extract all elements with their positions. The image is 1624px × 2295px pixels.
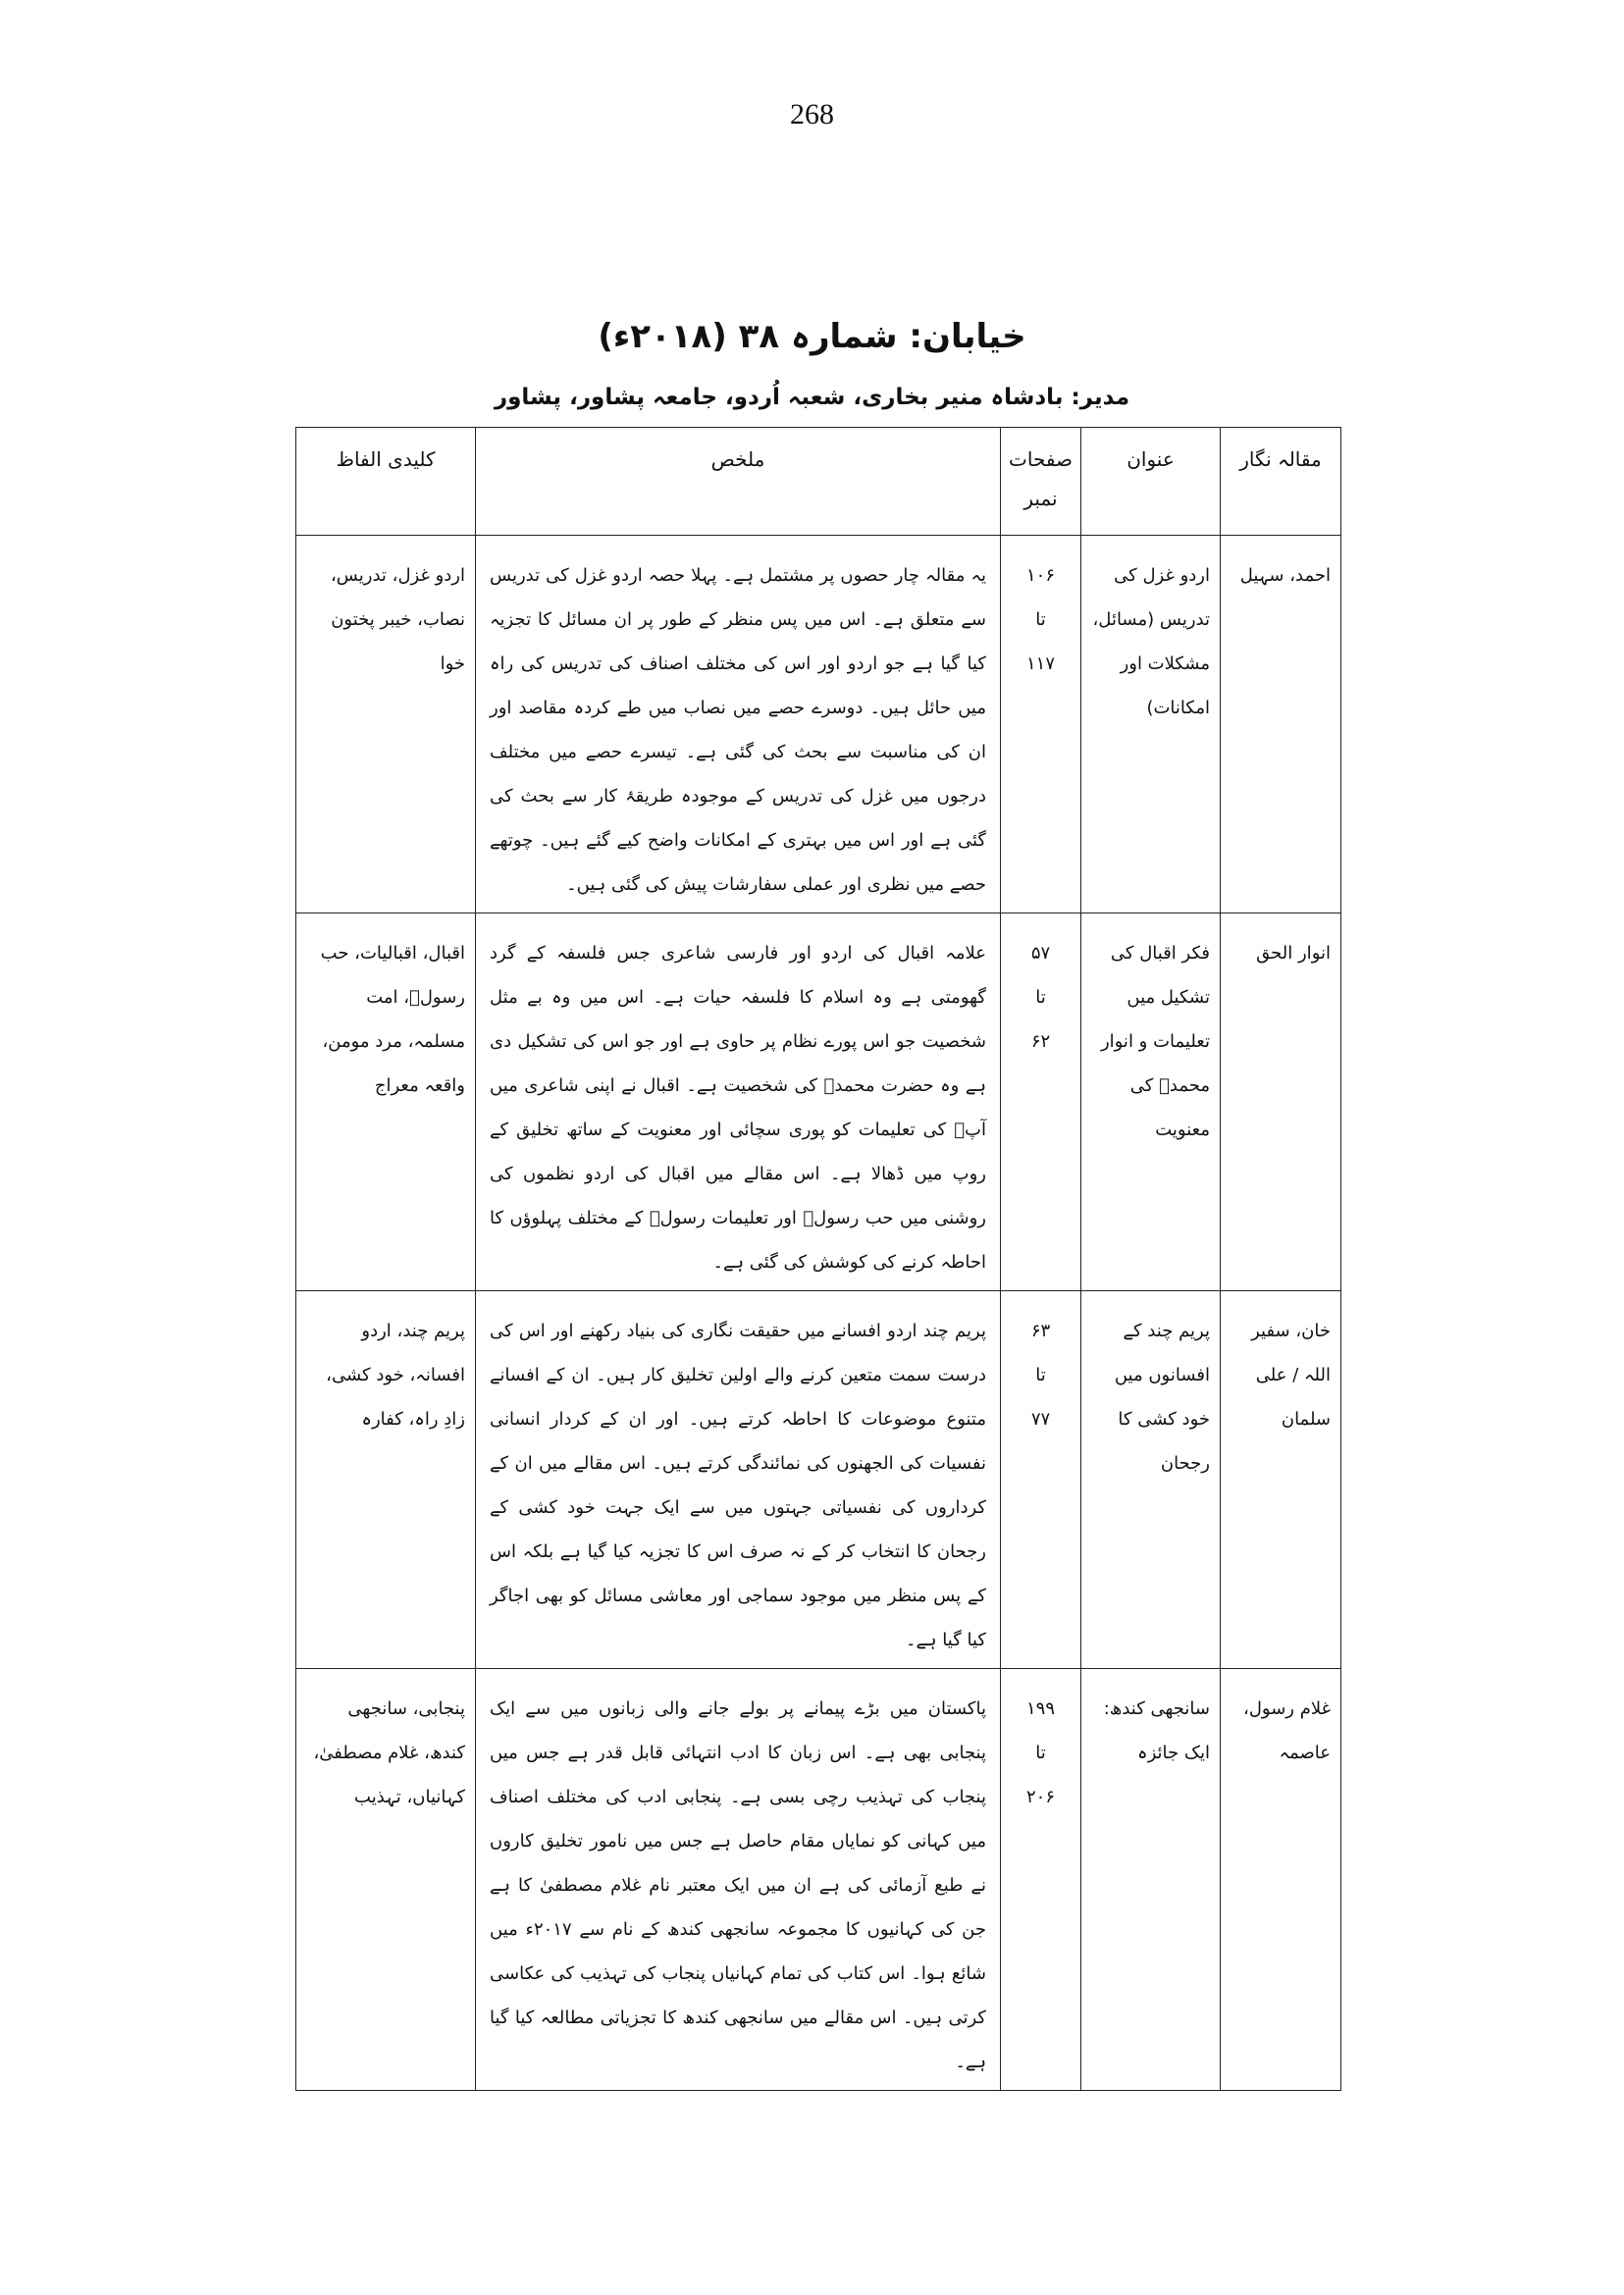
author-cell: غلام رسول، عاصمہ <box>1221 1669 1341 2091</box>
title-cell: سانجھی کندھ: ایک جائزہ <box>1081 1669 1221 2091</box>
pages-to: ۷۷ <box>1030 1409 1051 1430</box>
pages-from: ۱۰۶ <box>1025 565 1055 586</box>
pages-to-word: تا <box>1035 1365 1046 1385</box>
pages-cell <box>1001 1669 1081 2091</box>
pages-from: ۵۷ <box>1030 943 1051 964</box>
header-summary: ملخص <box>476 428 1001 536</box>
header-author: مقالہ نگار <box>1221 428 1341 536</box>
pages-cell <box>1001 536 1081 913</box>
header-title: عنوان <box>1081 428 1221 536</box>
pages-to: ۲۰۶ <box>1025 1787 1055 1807</box>
title-cell: اردو غزل کی تدریس (مسائل، مشکلات اور امکانات) <box>1081 536 1221 913</box>
summary-cell: علامہ اقبال کی اردو اور فارسی شاعری جس فلسفہ کے گرد گھومتی ہے وہ اسلام کا فلسفہ حیات ہے۔ اس میں وہ بے مثل شخصیت جو اس پورے نظام پر حاوی ہے اور جو اس کی تشکیل دی ہے وہ حضرت محمدؐ کی شخصیت ہے۔ اقبال نے اپنی شاعری میں آپؐ کی تعلیمات کو پوری سچائی اور معنویت کے ساتھ تخلیق کے روپ میں ڈھالا ہے۔ اس مقالے میں اقبال کی اردو نظموں کی روشنی میں حب رسولؐ اور تعلیمات رسولؐ کے مختلف پہلوؤں کا احاطہ کرنے کی کوشش کی گئی ہے۔ <box>476 913 1001 1291</box>
pages-cell <box>1001 913 1081 1291</box>
pages-to-word: تا <box>1035 987 1046 1008</box>
author-cell: انوار الحق <box>1221 913 1341 1291</box>
keywords-cell: پریم چند، اردو افسانہ، خود کشی، زادِ راہ، کفارہ <box>296 1291 476 1669</box>
author-cell: احمد، سہیل <box>1221 536 1341 913</box>
table-header-row <box>296 428 1341 536</box>
keywords-cell: اردو غزل، تدریس، نصاب، خیبر پختون خوا <box>296 536 476 913</box>
table-row <box>296 536 1341 913</box>
summary-cell: یہ مقالہ چار حصوں پر مشتمل ہے۔ پہلا حصہ اردو غزل کی تدریس سے متعلق ہے۔ اس میں پس منظر کے طور پر ان مسائل کا تجزیہ کیا گیا ہے جو اردو اور اس کی مختلف اصناف کی تدریس کی راہ میں حائل ہیں۔ دوسرے حصے میں نصاب میں طے کردہ مقاصد اور ان کی مناسبت سے بحث کی گئی ہے۔ تیسرے حصے میں مختلف درجوں میں غزل کی تدریس کے موجودہ طریقۂ کار سے بحث کی گئی ہے اور اس میں بہتری کے امکانات واضح کیے گئے ہیں۔ چوتھے حصے میں نظری اور عملی سفارشات پیش کی گئی ہیں۔ <box>476 536 1001 913</box>
keywords-cell: پنجابی، سانجھی کندھ، غلام مصطفیٰ، کہانیاں، تہذیب <box>296 1669 476 2091</box>
header-pages: صفحات نمبر <box>1001 428 1081 536</box>
title-cell: فکر اقبال کی تشکیل میں تعلیمات و انوار محمدؐ کی معنویت <box>1081 913 1221 1291</box>
keywords-cell: اقبال، اقبالیات، حب رسولؐ، امت مسلمہ، مرد مومن، واقعہ معراج <box>296 913 476 1291</box>
articles-table <box>295 427 1341 2091</box>
table-row <box>296 1291 1341 1669</box>
editor-line: مدیر: بادشاہ منیر بخاری، شعبہ اُردو، جامعہ پشاور، پشاور <box>494 385 1130 410</box>
pages-to-word: تا <box>1035 1743 1046 1763</box>
pages-to: ۱۱۷ <box>1025 653 1055 674</box>
title-cell: پریم چند کے افسانوں میں خود کشی کا رجحان <box>1081 1291 1221 1669</box>
pages-to: ۶۲ <box>1030 1031 1051 1052</box>
pages-from: ۱۹۹ <box>1025 1698 1055 1719</box>
author-cell: خان، سفیر اللہ / علی سلمان <box>1221 1291 1341 1669</box>
journal-title: خیابان: شمارہ ۳۸ (۲۰۱۸ء) <box>598 317 1026 356</box>
table-row <box>296 913 1341 1291</box>
summary-cell: پریم چند اردو افسانے میں حقیقت نگاری کی بنیاد رکھنے اور اس کی درست سمت متعین کرنے والے اولین تخلیق کار ہیں۔ ان کے افسانے متنوع موضوعات کا احاطہ کرتے ہیں۔ اور ان کے کردار انسانی نفسیات کی الجھنوں کی نمائندگی کرتے ہیں۔ اس مقالے میں ان کے کرداروں کی نفسیاتی جہتوں میں سے ایک جہت خود کشی کے رجحان کا انتخاب کر کے نہ صرف اس کا تجزیہ کیا گیا ہے بلکہ اس کے پس منظر میں موجود سماجی اور معاشی مسائل کو بھی اجاگر کیا گیا ہے۔ <box>476 1291 1001 1669</box>
header-keywords: کلیدی الفاظ <box>296 428 476 536</box>
pages-from: ۶۳ <box>1030 1321 1051 1341</box>
pages-to-word: تا <box>1035 609 1046 630</box>
pages-cell <box>1001 1291 1081 1669</box>
page-number: 268 <box>790 98 834 130</box>
table-row <box>296 1669 1341 2091</box>
summary-cell: پاکستان میں بڑے پیمانے پر بولے جانے والی زبانوں میں سے ایک پنجابی بھی ہے۔ اس زبان کا ادب انتہائی قابل قدر ہے جس میں پنجاب کی تہذیب رچی بسی ہے۔ پنجابی ادب کی مختلف اصناف میں کہانی کو نمایاں مقام حاصل ہے جس میں نامور تخلیق کاروں نے طبع آزمائی کی ہے ان میں ایک معتبر نام غلام مصطفیٰ کا ہے جن کی کہانیوں کا مجموعہ سانجھی کندھ کے نام سے ۲۰۱۷ء میں شائع ہوا۔ اس کتاب کی تمام کہانیاں پنجاب کی تہذیب کی عکاسی کرتی ہیں۔ اس مقالے میں سانجھی کندھ کا تجزیاتی مطالعہ کیا گیا ہے۔ <box>476 1669 1001 2091</box>
